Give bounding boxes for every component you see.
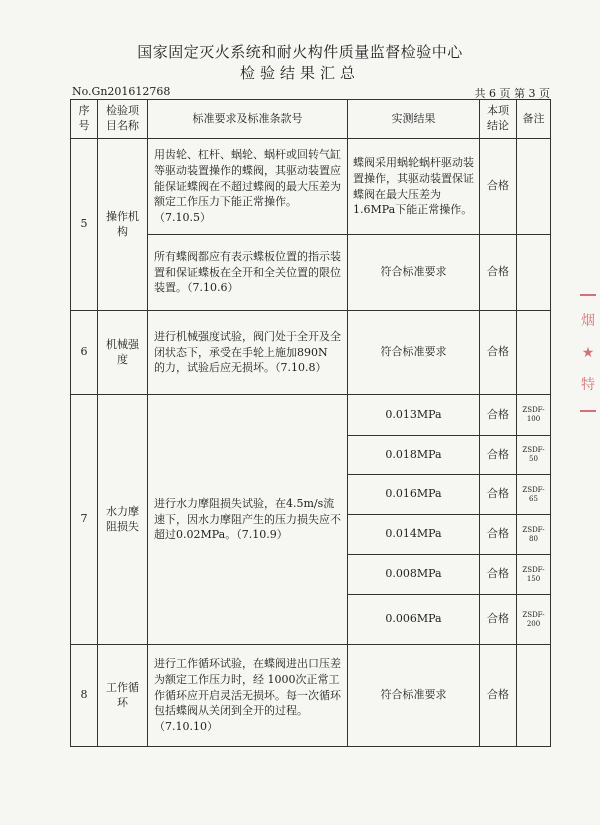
header-row [71, 100, 551, 139]
requirement-cell: 所有蝶阀都应有表示蝶板位置的指示装置和保证蝶板在全开和全关位置的限位装置。（7.10.6） [148, 235, 348, 311]
result-cell: 0.016MPa [348, 475, 480, 515]
note-cell: ZSDF-65 [517, 475, 551, 515]
col-requirement: 标准要求及标准条款号 [148, 100, 348, 139]
col-seq: 序号 [71, 100, 98, 139]
conclusion-cell: 合格 [480, 139, 517, 235]
seq-cell: 5 [71, 139, 98, 311]
note-cell [517, 235, 551, 311]
result-cell: 符合标准要求 [348, 645, 480, 747]
note-cell: ZSDF-150 [517, 555, 551, 595]
note-cell: ZSDF-80 [517, 515, 551, 555]
conclusion-cell: 合格 [480, 515, 517, 555]
conclusion-cell: 合格 [480, 311, 517, 395]
result-cell: 0.014MPa [348, 515, 480, 555]
seq-cell: 8 [71, 645, 98, 747]
note-cell: ZSDF-100 [517, 395, 551, 436]
table-row [71, 395, 551, 436]
note-cell [517, 139, 551, 235]
conclusion-cell: 合格 [480, 555, 517, 595]
col-result: 实测结果 [348, 100, 480, 139]
conclusion-cell: 合格 [480, 235, 517, 311]
col-note: 备注 [517, 100, 551, 139]
requirement-cell: 进行机械强度试验，阀门处于全开及全闭状态下，承受在手轮上施加890N 的力，试验后应无损坏。（7.10.8） [148, 311, 348, 395]
conclusion-cell: 合格 [480, 595, 517, 645]
item-cell: 水力摩阻损失 [98, 395, 148, 645]
org-name: 国家固定灭火系统和耐火构件质量监督检验中心 [137, 43, 463, 61]
conclusion-cell: 合格 [480, 395, 517, 436]
item-cell: 机械强度 [98, 311, 148, 395]
requirement-cell: 进行水力摩阻损失试验，在4.5m/s流速下，因水力摩阻产生的压力损失应不超过0.02MPa。（7.10.9） [148, 395, 348, 645]
star-icon: ★ [581, 345, 595, 361]
note-cell: ZSDF-50 [517, 436, 551, 475]
seal-stamp [578, 290, 598, 416]
document-number: No.Gn201612768 [72, 85, 171, 98]
result-cell: 0.018MPa [348, 436, 480, 475]
col-conclusion: 本项结论 [480, 100, 517, 139]
result-cell: 0.006MPa [348, 595, 480, 645]
table-row [71, 311, 551, 395]
stamp-char: 烟 [581, 313, 595, 329]
seq-cell: 6 [71, 311, 98, 395]
result-cell: 0.013MPa [348, 395, 480, 436]
result-cell: 符合标准要求 [348, 311, 480, 395]
document-title: 检验结果汇总 [239, 64, 360, 82]
note-cell [517, 645, 551, 747]
result-cell: 蝶阀采用蜗轮蜗杆驱动装置操作，其驱动装置保证蝶阀在最大压差为1.6MPa下能正常操作。 [348, 139, 480, 235]
table-row [71, 645, 551, 747]
col-item: 检验项目名称 [98, 100, 148, 139]
note-cell: ZSDF-200 [517, 595, 551, 645]
seq-cell: 7 [71, 395, 98, 645]
note-cell [517, 311, 551, 395]
conclusion-cell: 合格 [480, 475, 517, 515]
item-cell: 操作机构 [98, 139, 148, 311]
conclusion-cell: 合格 [480, 645, 517, 747]
item-cell: 工作循环 [98, 645, 148, 747]
results-table [70, 99, 551, 747]
page-info: 共 6 页 第 3 页 [474, 87, 550, 100]
conclusion-cell: 合格 [480, 436, 517, 475]
requirement-cell: 进行工作循环试验，在蝶阀进出口压差为额定工作压力时，经 1000次正常工作循环应开启灵活无损坏。每一次循环包括蝶阀从关闭到全开的过程。（7.10.10） [148, 645, 348, 747]
result-cell: 符合标准要求 [348, 235, 480, 311]
table-row [71, 139, 551, 235]
requirement-cell: 用齿轮、杠杆、蜗轮、蜗杆或回转气缸等驱动装置操作的蝶阀，其驱动装置应能保证蝶阀在不超过蝶阀的最大压差为额定工作压力下能正常操作。（7.10.5） [148, 139, 348, 235]
stamp-char: 特 [581, 377, 595, 393]
result-cell: 0.008MPa [348, 555, 480, 595]
